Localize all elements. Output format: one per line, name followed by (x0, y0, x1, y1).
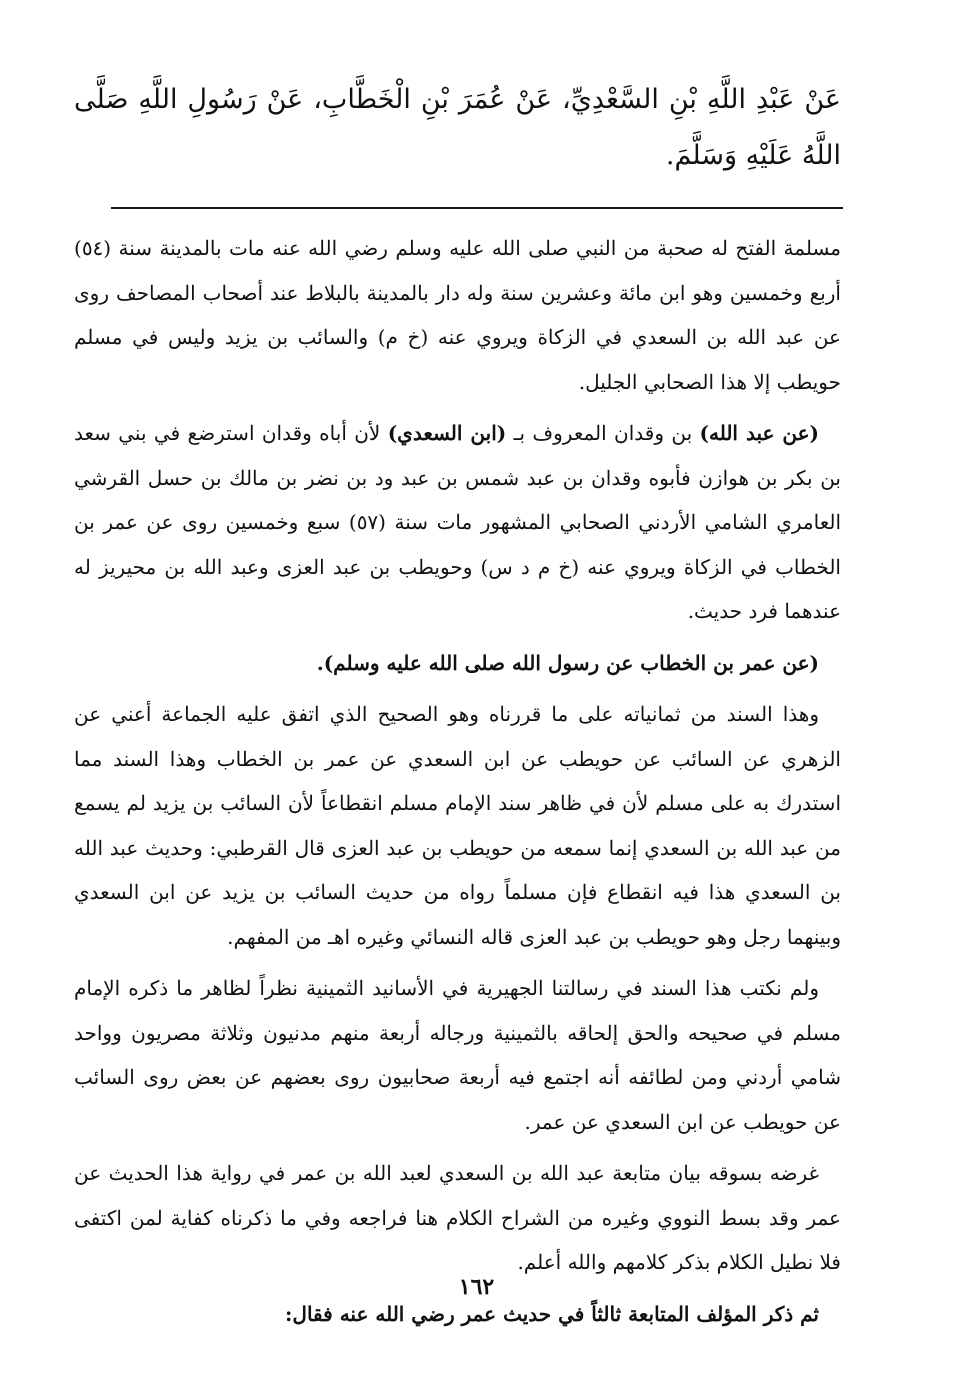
commentary-paragraph-4: وهذا السند من ثمانياته على ما قررناه وهو الصحيح الذي اتفق عليه الجماعة أعني عن الزهري عن السائب عن حويطب عن ابن السعدي عن عمر بن الخطاب وهذا السند مما استدرك به على مسلم لأن في ظاهر سند الإمام مسلم انقطاعاً لأن السائب بن يزيد لم يسمع من عبد الله بن السعدي إنما سمعه من حويطب بن عبد العزى قال القرطبي: وحديث عبد الله بن السعدي هذا فيه انقطاع فإن مسلماً رواه من حديث السائب بن يزيد عن ابن السعدي وبينهما رجل وهو حويطب بن عبد العزى قاله النسائي وغيره اهـ من المفهم. (74, 702, 841, 949)
commentary-paragraph-6: غرضه بسوقه بيان متابعة عبد الله بن السعدي لعبد الله بن عمر في رواية هذا الحديث عن عمر وقد بسط النووي وغيره من الشراح الكلام هنا فراجعه وفي ما ذكرناه كفاية لمن اكتفى فلا نطيل الكلام بذكر كلامهم والله أعلم. (74, 1161, 841, 1274)
chain-heading: (عن عمر بن الخطاب عن رسول الله صلى الله عليه وسلم). (316, 650, 819, 675)
commentary-paragraph-2 (74, 411, 841, 634)
narrator-heading: (عن عبد الله) (699, 421, 820, 445)
commentary-paragraph-2-rest: لأن أباه وقدان استرضع في بني سعد بن بكر بن هوازن فأبوه وقدان بن عبد شمس بن عبد ود بن نضر بن مالك بن حسل القرشي العامري الشامي الأردني الصحابي المشهور مات سنة (٥٧) سبع وخمسين روى عن عمر بن الخطاب في الزكاة ويروي عنه (خ م د س) وحويطب بن عبد العزى وعبد الله بن محيريز له عندهما فرد حديث. (74, 421, 841, 623)
commentary-paragraph-5: ولم نكتب هذا السند في رسالتنا الجهيرية في الأسانيد الثمينية نظراً لظاهر ما ذكره الإمام مسلم في صحيحه والحق إلحاقه بالثمينية ورجاله أربعة منهم مدنيون وثلاثة مصريون وواحد شامي أردني ومن لطائفه أنه اجتمع فيه أربعة صحابيون روى بعضهم عن بعض روى السائب عن حويطب عن ابن السعدي عن عمر. (74, 976, 841, 1134)
commentary-paragraph-1: مسلمة الفتح له صحبة من النبي صلى الله عليه وسلم رضي الله عنه مات بالمدينة سنة (٥٤) أربع وخمسين وهو ابن مائة وعشرين سنة وله دار بالمدينة بالبلاط عند أصحاب المصاحف روى عن عبد الله بن السعدي في الزكاة ويروي عنه (خ م) والسائب بن يزيد وليس في مسلم حويطب إلا هذا الصحابي الجليل. (74, 236, 841, 394)
footnote-divider (111, 207, 843, 209)
page-number: ١٦٢ (458, 1274, 495, 1300)
narrator-nickname: (ابن السعدي) (387, 421, 507, 445)
commentary-paragraph-2-mid: بن وقدان المعروف بـ (506, 421, 700, 445)
hadith-chain-text: عَنْ عَبْدِ اللَّهِ بْنِ السَّعْدِيِّ، عَنْ عُمَرَ بْنِ الْخَطَّابِ، عَنْ رَسُولِ اللَّهِ صَلَّى اللَّهُ عَلَيْهِ وَسَلَّمَ. (74, 84, 841, 171)
commentary-section (74, 226, 841, 1343)
closing-line: ثم ذكر المؤلف المتابعة ثالثاً في حديث عمر رضي الله عنه فقال: (285, 1301, 819, 1326)
commentary-paragraph-3 (74, 641, 841, 686)
